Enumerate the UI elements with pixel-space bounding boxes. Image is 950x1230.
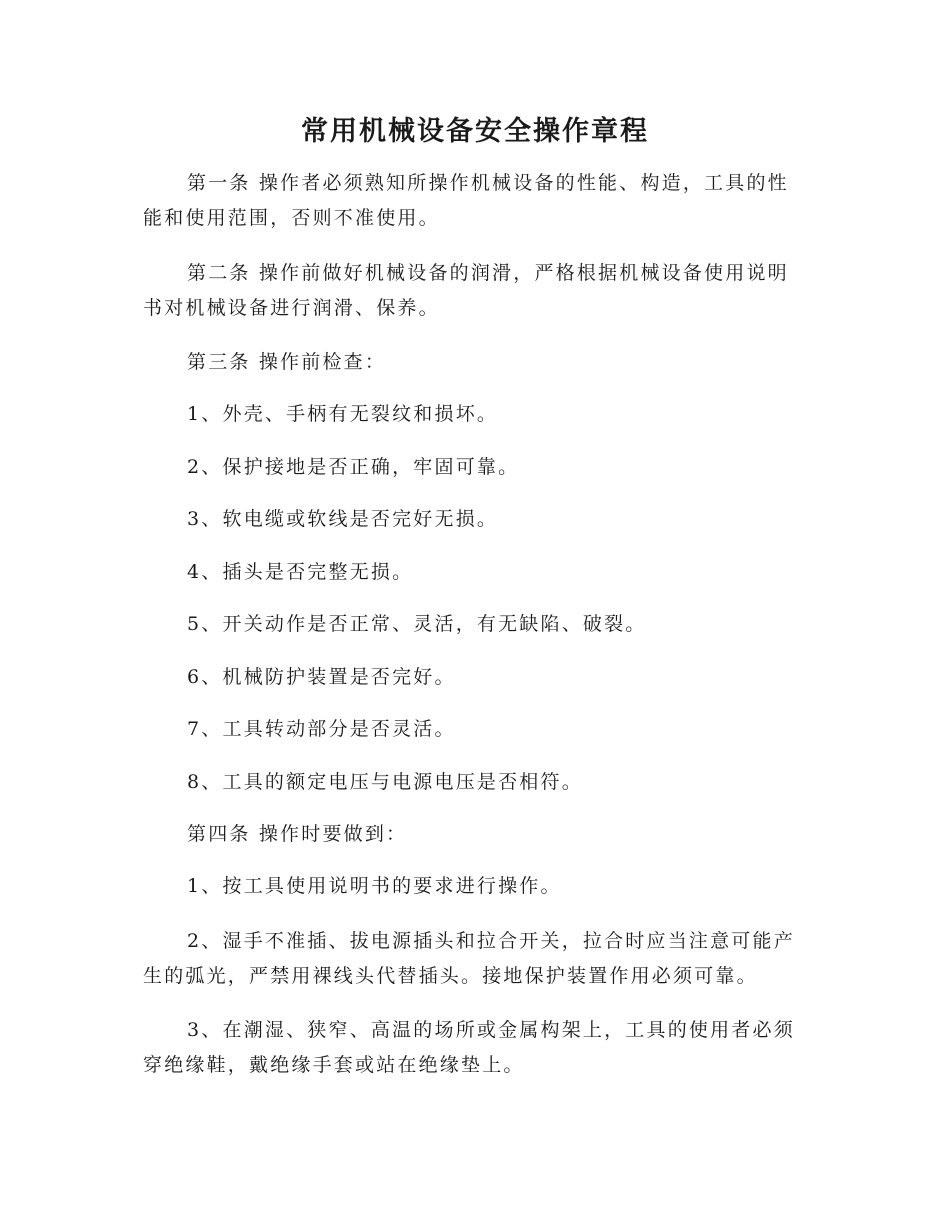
paragraph-line: 2、湿手不准插、拔电源插头和拉合开关，拉合时应当注意可能产 — [187, 930, 795, 952]
operation-item-1 — [143, 869, 807, 904]
operation-item-2 — [143, 924, 807, 994]
checklist-item-4 — [143, 555, 807, 590]
checklist-item-5 — [143, 607, 807, 642]
checklist-item-6 — [143, 660, 807, 695]
document-title: 常用机械设备安全操作章程 — [301, 116, 649, 147]
paragraph-line: 8、工具的额定电压与电源电压是否相符。 — [187, 771, 583, 793]
paragraph-line: 生的弧光，严禁用裸线头代替插头。接地保护装置作用必须可靠。 — [143, 965, 758, 987]
paragraph-line: 能和使用范围，否则不准使用。 — [143, 207, 440, 229]
paragraph-article-1 — [143, 166, 807, 236]
paragraph-article-2 — [143, 256, 807, 326]
checklist-item-2 — [143, 450, 807, 485]
paragraph-line: 第二条 操作前做好机械设备的润滑，严格根据机械设备使用说明 — [187, 262, 789, 284]
paragraph-line: 第一条 操作者必须熟知所操作机械设备的性能、构造，工具的性 — [187, 172, 789, 194]
operation-item-3 — [143, 1013, 807, 1083]
paragraph-line: 书对机械设备进行润滑、保养。 — [143, 297, 440, 319]
paragraph-line: 1、外壳、手柄有无裂纹和损坏。 — [187, 403, 499, 425]
checklist-item-1 — [143, 397, 807, 432]
paragraph-line: 3、在潮湿、狭窄、高温的场所或金属构架上，工具的使用者必须 — [187, 1019, 795, 1041]
paragraph-line: 第三条 操作前检查： — [187, 351, 387, 373]
checklist-item-8 — [143, 765, 807, 800]
paragraph-article-4 — [143, 817, 807, 852]
paragraph-line: 5、开关动作是否正常、灵活，有无缺陷、破裂。 — [187, 613, 647, 635]
paragraph-line: 1、按工具使用说明书的要求进行操作。 — [187, 875, 562, 897]
checklist-item-3 — [143, 502, 807, 537]
paragraph-line: 7、工具转动部分是否灵活。 — [187, 718, 456, 740]
paragraph-line: 3、软电缆或软线是否完好无损。 — [187, 508, 499, 530]
paragraph-line: 4、插头是否完整无损。 — [187, 561, 414, 583]
paragraph-line: 第四条 操作时要做到： — [187, 823, 408, 845]
paragraph-article-3 — [143, 345, 807, 380]
checklist-item-7 — [143, 712, 807, 747]
paragraph-line: 2、保护接地是否正确，牢固可靠。 — [187, 456, 520, 478]
paragraph-line: 穿绝缘鞋，戴绝缘手套或站在绝缘垫上。 — [143, 1054, 525, 1076]
paragraph-line: 6、机械防护装置是否完好。 — [187, 666, 456, 688]
